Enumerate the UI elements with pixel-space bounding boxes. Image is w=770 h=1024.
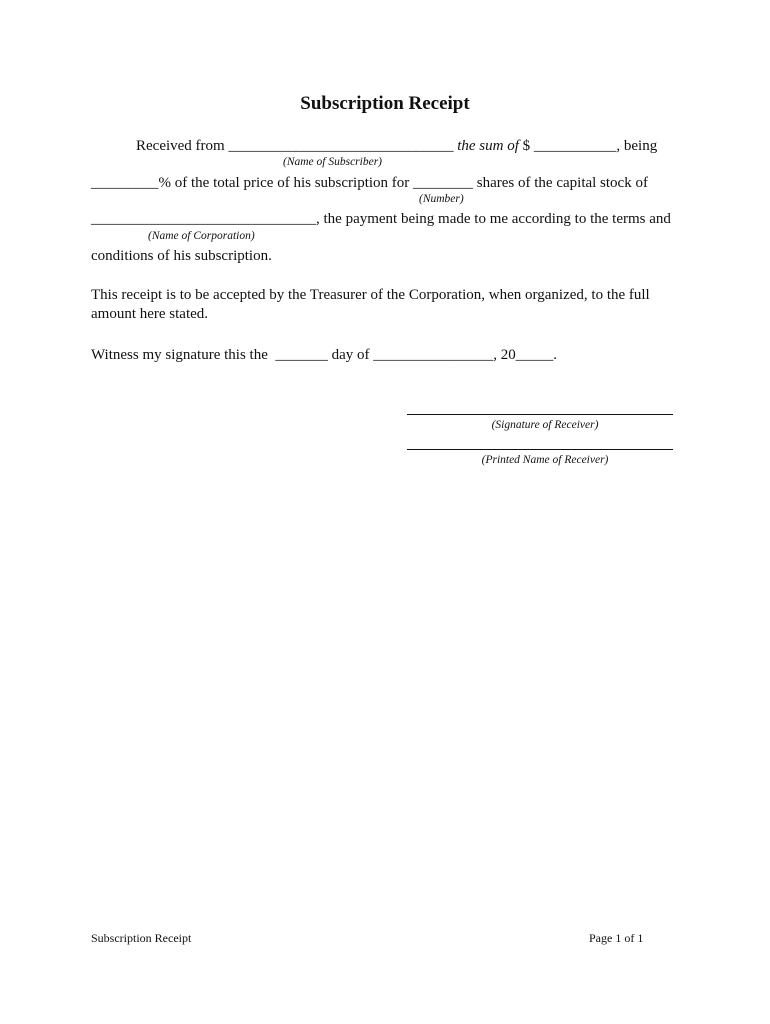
corporation-line: ______________________________, the payment being made to me according to the terms and	[91, 211, 671, 227]
conditions-line: conditions of his subscription.	[91, 248, 272, 264]
corporation-name-caption: (Name of Corporation)	[148, 230, 255, 242]
percent-shares-line: _________% of the total price of his subscription for ________ shares of the capital stock of	[91, 175, 648, 191]
subscriber-name-caption: (Name of Subscriber)	[283, 156, 383, 168]
signature-line	[407, 414, 673, 415]
receipt-statement-line-2: amount here stated.	[91, 306, 209, 322]
number-caption: (Number)	[419, 193, 464, 205]
signature-caption: (Signature of Receiver)	[491, 419, 599, 431]
printed-name-caption: (Printed Name of Receiver)	[481, 454, 609, 466]
footer-title: Subscription Receipt	[91, 931, 192, 945]
document-title: Subscription Receipt	[300, 93, 470, 114]
printed-name-line	[407, 449, 673, 450]
witness-line: Witness my signature this the _______ day of ________________, 20_____.	[91, 347, 558, 363]
page-number: Page 1 of 1	[589, 931, 644, 945]
received-from-text: Received from ______________________________	[136, 138, 458, 154]
amount-being-text: $ ___________, being	[518, 138, 658, 154]
receipt-statement-line-1: This receipt is to be accepted by the Treasurer of the Corporation, when organized, to the full	[91, 287, 650, 303]
sum-of-text: the sum of	[457, 138, 519, 154]
received-from-line	[136, 136, 657, 156]
